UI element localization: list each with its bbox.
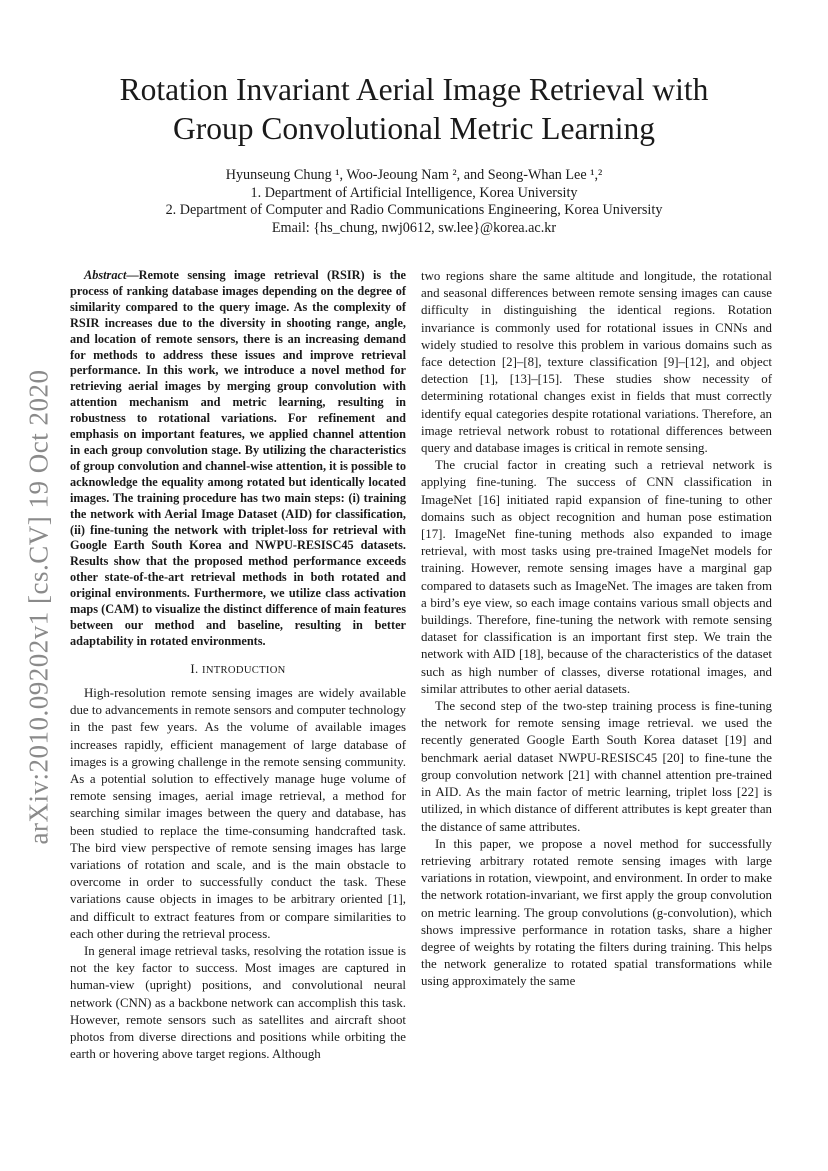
- abstract-lead: Abstract: [84, 268, 127, 282]
- section-number: I.: [190, 661, 202, 676]
- paragraph: In this paper, we propose a novel method for successfully retrieving arbitrary rotated remote sensing images with large variations in rotation, viewpoint, and environment. In order to make the network rotation-invariant, we first apply the group convolution on metric learning. The group convolutions (g-convolution), which shows impressive performance in rotation tasks, share a higher degree of weights by rotating the filters during training. This helps the network generalize to rotated spatial transformations while using approximately the same: [421, 836, 772, 989]
- paragraph: The second step of the two-step training process is fine-tuning the network for remote sensing image retrieval. we used the recently generated Google Earth South Korea dataset [19] and benchmark aerial dataset NWPU-RESISC45 [20] to fine-tune the group convolution network [21] with channel attention pre-trained in AID. As the main factor of metric learning, triplet loss [22] is utilized, in which distance of different attributes is kept greater than the distance of same attributes.: [421, 699, 772, 834]
- abstract: [70, 268, 406, 650]
- arxiv-sidebar: [14, 362, 64, 852]
- left-column: [70, 268, 406, 1063]
- affiliation-1: 1. Department of Artificial Intelligence, Korea University: [250, 184, 578, 201]
- right-column: [421, 268, 772, 991]
- affiliation-2: 2. Department of Computer and Radio Communications Engineering, Korea University: [165, 202, 663, 219]
- section-title: INTRODUCTION: [202, 664, 286, 676]
- author-names: Hyunseung Chung ¹, Woo-Jeoung Nam ², and Seong-Whan Lee ¹,²: [225, 167, 603, 183]
- author-email: Email: {hs_chung, nwj0612, sw.lee}@korea.ac.kr: [271, 219, 557, 236]
- title-line-1: Rotation Invariant Aerial Image Retrieval with: [119, 72, 709, 107]
- abstract-text: —Remote sensing image retrieval (RSIR) is the process of ranking database images depending on the degree of similarity compared to the query image. As the complexity of RSIR increases due to the diversity in shooting range, angle, and location of remote sensors, there is an increasing demand for methods to address these issues and improve retrieval performance. In this work, we introduce a novel method for retrieving aerial images by merging group convolution with attention mechanism and metric learning, resulting in robustness to rotational variations. For refinement and emphasis on important features, we applied channel attention in each group convolution stage. By utilizing the characteristics of group convolution and channel-wise attention, it is possible to acknowledge the equality among rotated but identically located images. The training procedure has two main steps: (i) training the network with Aerial Image Dataset (AID) for classification, (ii) fine-tuning the network with triplet-loss for retrieval with Google Earth South Korea and NWPU-RESISC45 datasets. Results show that the proposed method performance exceeds other state-of-the-art retrieval methods in both rotated and original environments. Furthermore, we utilize class activation maps (CAM) to visualize the distinct difference of main features between our method and baseline, resulting in better adaptability in rotated environments.: [70, 268, 406, 648]
- arxiv-identifier: arXiv:2010.09202v1 [cs.CV] 19 Oct 2020: [23, 369, 54, 845]
- author-block: [80, 167, 748, 237]
- paragraph: High-resolution remote sensing images are widely available due to advancements in remote sensors and computer technology in the past few years. As the volume of available images increases rapidly, efficient management of large database of images is a growing challenge in the remote sensing community. As a potential solution to effectively manage huge volume of remote sensing images, aerial image retrieval, a method for searching similar images between the query and database, has been studied to replace the time-consuming handcrafted task. The bird view perspective of remote sensing images has large variations of rotation and scale, and is the main obstacle to overcome in order to successfully conduct the task. These variations cause objects in images to be arbitrary oriented [1], and difficult to extract features from or compare similarities to each other during the retrieval process.: [70, 685, 406, 941]
- section-heading-introduction: [70, 661, 406, 679]
- paragraph: The crucial factor in creating such a retrieval network is applying fine-tuning. The success of CNN classification in ImageNet [16] initiated rapid expansion of fine-tuning to other domains such as object recognition and human pose estimation [17]. ImageNet fine-tuning methods also expanded to image retrieval, with most tasks using pre-trained ImageNet models for training. However, remote sensing images have a marginal gap compared to datasets such as ImageNet. The images are taken from a bird’s eye view, so each image contains various small objects and buildings. Therefore, fine-tuning the network with remote sensing dataset for classification is an important first step. We train the network with AID [18], because of the characteristics of the dataset such as high number of classes, diverse rotational images, and similar attributes to other aerial datasets.: [421, 458, 772, 696]
- title-line-2: Group Convolutional Metric Learning: [172, 111, 656, 146]
- paper-title: [60, 70, 768, 148]
- paragraph: two regions share the same altitude and longitude, the rotational and seasonal differences between remote sensing images can cause difficulty in distinguishing the identical regions. Rotation invariance is commonly used for rotational issues in CNNs and widely studied to resolve this problem in various domains such as face detection [2]–[8], texture classification [9]–[12], and object detection [1], [13]–[15]. These studies show necessity of determining rotational changes exist in fields that must correctly identify equal categories despite rotational variations. Therefore, an image retrieval network robust to rotational differences between query and database images is critical in remote sensing.: [421, 269, 772, 456]
- paragraph: In general image retrieval tasks, resolving the rotation issue is not the key factor to success. Most images are captured in human-view (upright) positions, and convolutional neural network (CNN) as a backbone network can accomplish this task. However, remote sensors such as satellites and aircraft shoot photos from diverse directions and positions while orbiting the earth or hovering above target regions. Although: [70, 944, 406, 1062]
